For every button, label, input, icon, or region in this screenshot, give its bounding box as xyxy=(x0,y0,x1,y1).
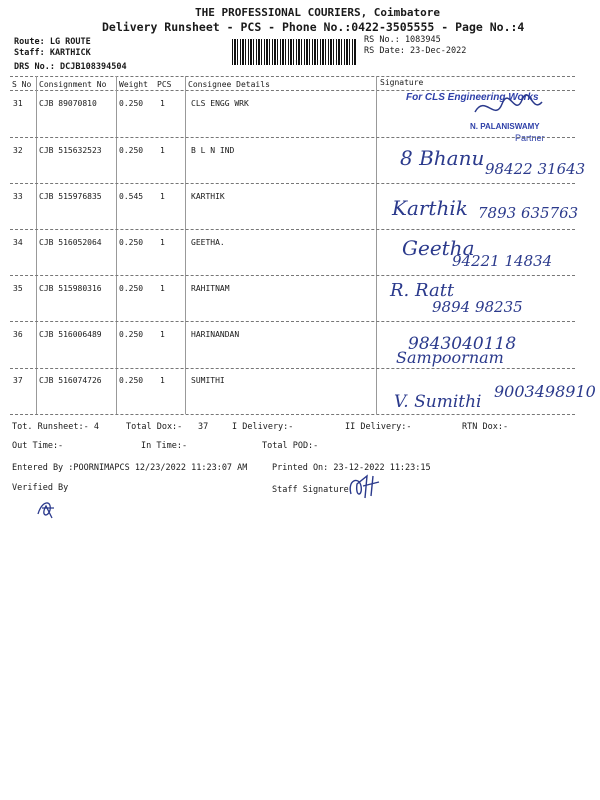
entered-by: Entered By :POORNIMAPCS 12/23/2022 11:23:07 AM xyxy=(12,463,248,473)
barcode xyxy=(232,39,356,65)
drs-number: DRS No.: DCJB108394504 xyxy=(14,62,127,72)
row-sno: 33 xyxy=(13,192,23,201)
company-stamp: For CLS Engineering Works xyxy=(406,92,539,103)
row-consignment: CJB 515632523 xyxy=(39,146,102,155)
col-header-weight: Weight xyxy=(119,80,148,89)
ii-delivery: II Delivery:- xyxy=(345,422,412,432)
rtn-dox: RTN Dox:- xyxy=(462,422,509,432)
row-divider xyxy=(10,229,575,230)
row-sno: 35 xyxy=(13,284,23,293)
route-label: Route: LG ROUTE xyxy=(14,37,91,47)
handwritten-phone: 9894 98235 xyxy=(432,298,523,316)
row-consignee: SUMITHI xyxy=(191,376,225,385)
handwritten-phone: 9003498910 xyxy=(494,382,596,401)
col-header-consignment: Consignment No xyxy=(39,80,107,89)
row-divider xyxy=(10,275,575,276)
handwritten-phone: 7893 635763 xyxy=(478,204,579,222)
out-time: Out Time:- xyxy=(12,441,64,451)
row-sno: 36 xyxy=(13,330,23,339)
row-sno: 37 xyxy=(13,376,23,385)
row-consignment: CJB 516006489 xyxy=(39,330,102,339)
col-header-signature: Signature xyxy=(380,78,424,87)
row-divider xyxy=(10,321,575,322)
row-pcs: 1 xyxy=(160,376,165,385)
staff-label: Staff: KARTHICK xyxy=(14,48,91,58)
handwritten-name: Karthik xyxy=(392,196,468,220)
staff-signature-label: Staff Signature xyxy=(272,485,349,495)
stamp-name: N. PALANISWAMY xyxy=(470,122,540,131)
handwritten-name: Sampoornam xyxy=(396,348,504,367)
table-header-rule xyxy=(10,90,575,91)
company-title: THE PROFESSIONAL COURIERS, Coimbatore xyxy=(195,6,441,19)
tot-runsheet: Tot. Runsheet:- 4 xyxy=(12,422,99,432)
handwritten-phone: 94221 14834 xyxy=(452,252,553,270)
row-weight: 0.250 xyxy=(119,146,144,155)
row-divider xyxy=(10,137,575,138)
row-pcs: 1 xyxy=(160,330,165,339)
row-divider xyxy=(10,368,575,369)
in-time: In Time:- xyxy=(141,441,188,451)
total-dox-value: 37 xyxy=(198,422,209,432)
staff-signature-mark xyxy=(345,472,385,502)
verified-signature-mark xyxy=(34,496,60,522)
handwritten-name: V. Sumithi xyxy=(394,392,482,412)
row-pcs: 1 xyxy=(160,192,165,201)
row-consignee: B L N IND xyxy=(191,146,235,155)
row-consignment: CJB 516074726 xyxy=(39,376,102,385)
row-sno: 34 xyxy=(13,238,23,247)
total-pod: Total POD:- xyxy=(262,441,319,451)
handwritten-name: R. Ratt xyxy=(390,280,455,301)
stamp-role: Partner xyxy=(515,133,545,143)
table-top-rule xyxy=(10,76,575,77)
i-delivery: I Delivery:- xyxy=(232,422,294,432)
printed-on: Printed On: 23-12-2022 11:23:15 xyxy=(272,463,431,473)
col-header-consignee: Consignee Details xyxy=(188,80,270,89)
col-divider xyxy=(376,76,377,414)
col-divider xyxy=(36,76,37,414)
row-consignee: GEETHA. xyxy=(191,238,225,247)
table-bottom-rule xyxy=(10,414,575,415)
row-weight: 0.250 xyxy=(119,376,144,385)
handwritten-name: Geetha xyxy=(402,236,475,260)
col-divider xyxy=(185,76,186,414)
row-weight: 0.250 xyxy=(119,99,144,108)
row-consignment: CJB 516052064 xyxy=(39,238,102,247)
row-pcs: 1 xyxy=(160,146,165,155)
row-weight: 0.250 xyxy=(119,330,144,339)
row-consignee: RAHITNAM xyxy=(191,284,230,293)
row-consignment: CJB 515980316 xyxy=(39,284,102,293)
row-weight: 0.250 xyxy=(119,238,144,247)
col-divider xyxy=(116,76,117,414)
total-dox-label: Total Dox:- xyxy=(126,422,183,432)
row-sno: 31 xyxy=(13,99,23,108)
rs-date: RS Date: 23-Dec-2022 xyxy=(364,46,467,56)
row-consignee: HARINANDAN xyxy=(191,330,240,339)
handwritten-name: 8 Bhanu xyxy=(400,146,485,170)
row-weight: 0.545 xyxy=(119,192,144,201)
handwritten-phone: 9843040118 xyxy=(408,334,517,354)
handwritten-phone: 98422 31643 xyxy=(485,160,586,178)
row-pcs: 1 xyxy=(160,238,165,247)
row-sno: 32 xyxy=(13,146,23,155)
row-consignment: CJB 89070810 xyxy=(39,99,97,108)
row-consignment: CJB 515976835 xyxy=(39,192,102,201)
row-consignee: CLS ENGG WRK xyxy=(191,99,249,108)
runsheet-subtitle: Delivery Runsheet - PCS - Phone No.:0422-3505555 - Page No.:4 xyxy=(102,20,525,34)
row-pcs: 1 xyxy=(160,99,165,108)
verified-by: Verified By xyxy=(12,483,69,493)
col-header-sno: S No xyxy=(12,80,32,89)
col-header-pcs: PCS xyxy=(157,80,172,89)
row-weight: 0.250 xyxy=(119,284,144,293)
row-pcs: 1 xyxy=(160,284,165,293)
handwritten-signature xyxy=(470,92,550,126)
row-divider xyxy=(10,183,575,184)
row-consignee: KARTHIK xyxy=(191,192,225,201)
rs-number: RS No.: 1083945 xyxy=(364,35,441,45)
